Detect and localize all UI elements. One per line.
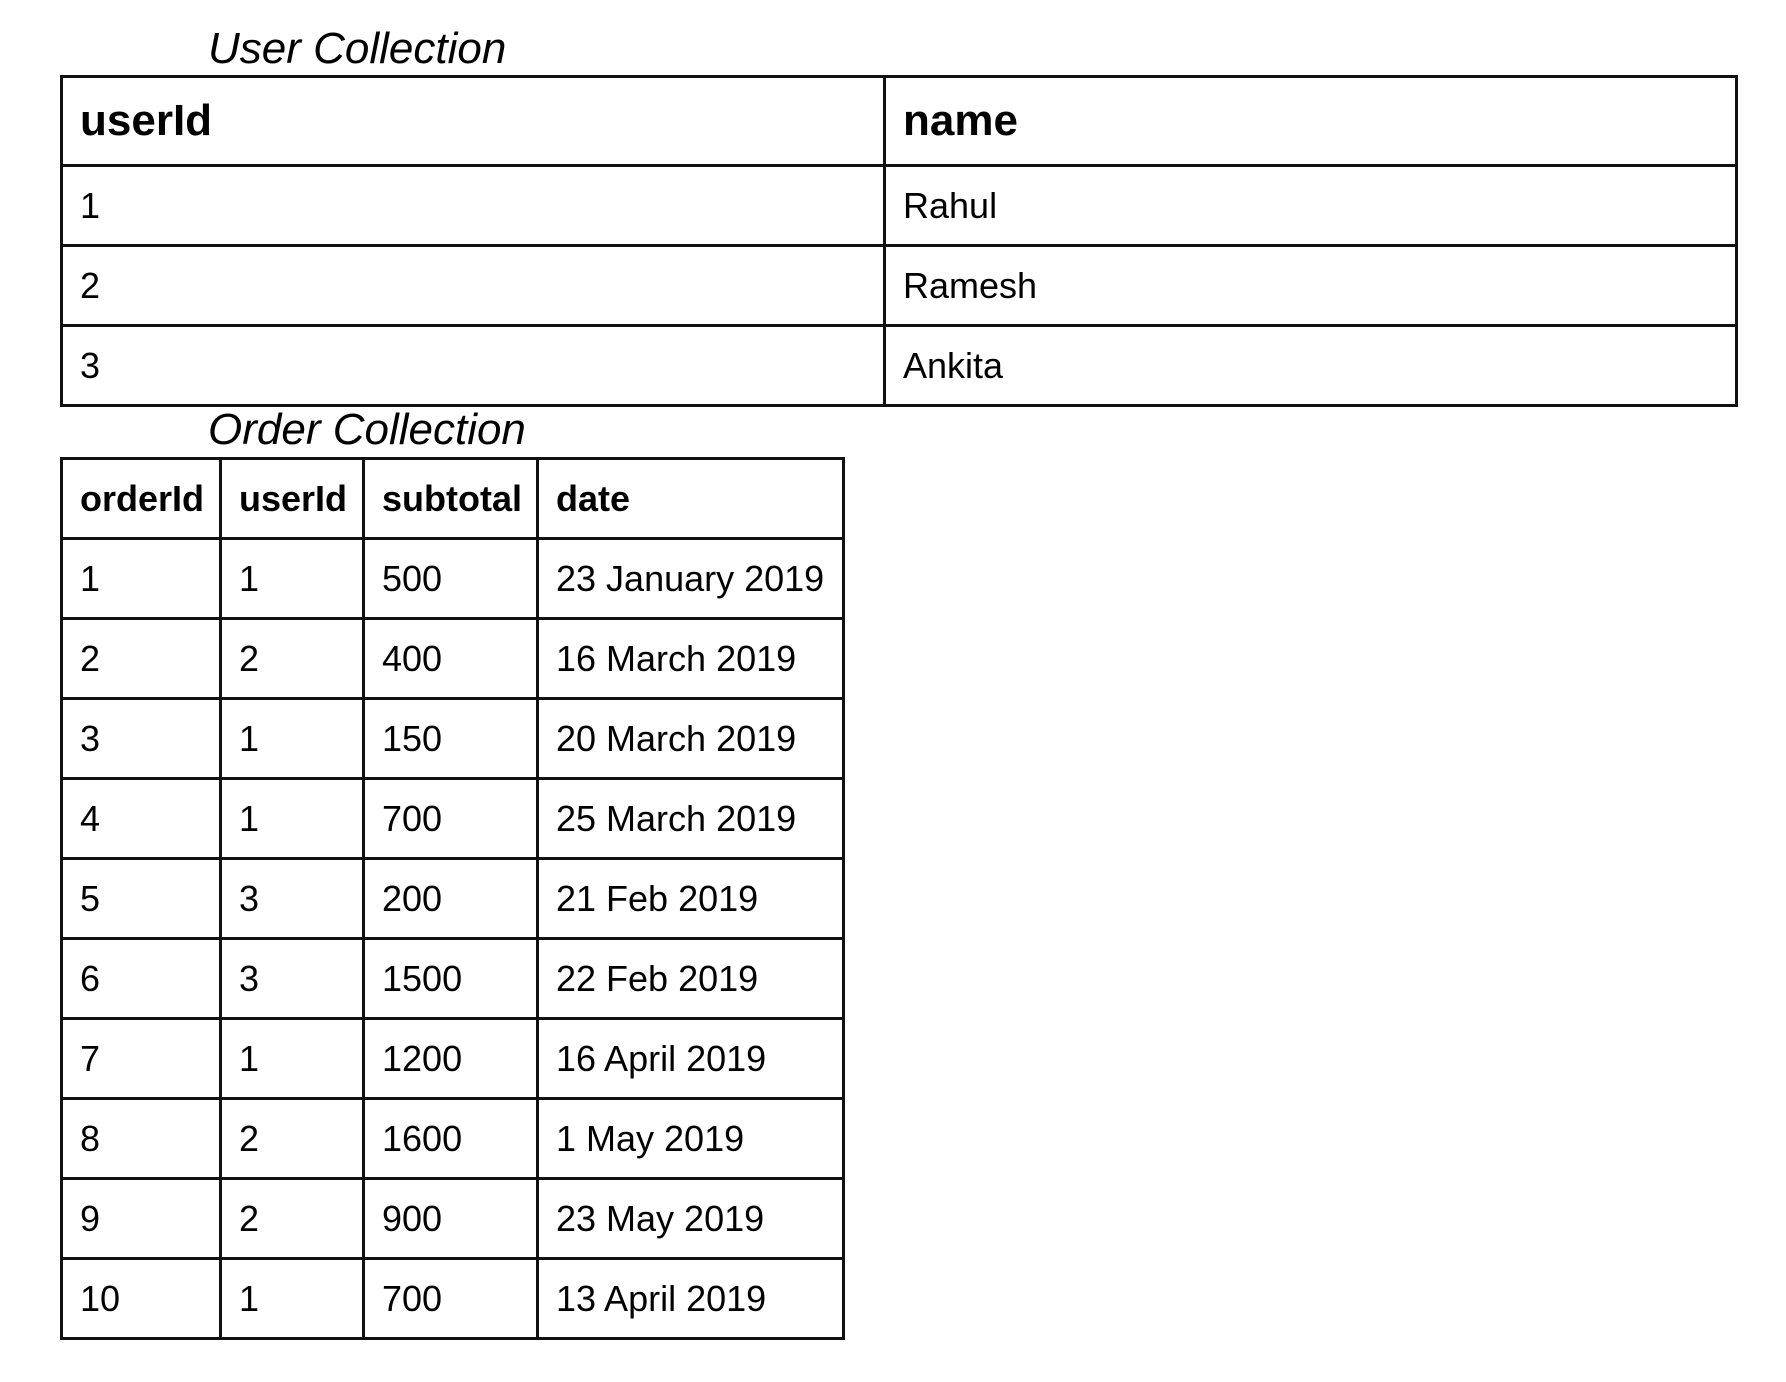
cell-subtotal: 500 — [364, 539, 538, 619]
cell-subtotal: 1200 — [364, 1019, 538, 1099]
cell-subtotal: 1600 — [364, 1099, 538, 1179]
cell-date: 21 Feb 2019 — [538, 859, 844, 939]
cell-userid: 1 — [62, 166, 885, 246]
table-row — [62, 1099, 844, 1179]
table-row — [62, 619, 844, 699]
cell-orderid: 1 — [62, 539, 221, 619]
cell-date: 23 January 2019 — [538, 539, 844, 619]
table-row — [62, 326, 1737, 406]
cell-date: 25 March 2019 — [538, 779, 844, 859]
cell-date: 1 May 2019 — [538, 1099, 844, 1179]
cell-orderid: 4 — [62, 779, 221, 859]
cell-userid: 3 — [62, 326, 885, 406]
user-collection-table — [60, 75, 1738, 407]
table-row — [62, 1259, 844, 1339]
cell-orderid: 9 — [62, 1179, 221, 1259]
cell-userid: 2 — [221, 1099, 364, 1179]
cell-subtotal: 1500 — [364, 939, 538, 1019]
cell-userid: 2 — [221, 619, 364, 699]
cell-orderid: 10 — [62, 1259, 221, 1339]
table-row — [62, 859, 844, 939]
cell-orderid: 7 — [62, 1019, 221, 1099]
cell-subtotal: 700 — [364, 1259, 538, 1339]
cell-userid: 1 — [221, 539, 364, 619]
cell-date: 20 March 2019 — [538, 699, 844, 779]
cell-orderid: 8 — [62, 1099, 221, 1179]
table-row — [62, 699, 844, 779]
cell-date: 16 March 2019 — [538, 619, 844, 699]
cell-userid: 1 — [221, 699, 364, 779]
cell-date: 22 Feb 2019 — [538, 939, 844, 1019]
table-row — [62, 166, 1737, 246]
table-header-row — [62, 459, 844, 539]
table-row — [62, 939, 844, 1019]
cell-orderid: 5 — [62, 859, 221, 939]
column-header-subtotal: subtotal — [364, 459, 538, 539]
order-collection-table — [60, 457, 845, 1340]
cell-subtotal: 400 — [364, 619, 538, 699]
cell-orderid: 6 — [62, 939, 221, 1019]
column-header-orderid: orderId — [62, 459, 221, 539]
column-header-name: name — [885, 77, 1737, 166]
user-collection-title: User Collection — [208, 24, 507, 73]
cell-name: Ankita — [885, 326, 1737, 406]
order-collection-title: Order Collection — [208, 405, 526, 454]
cell-subtotal: 150 — [364, 699, 538, 779]
column-header-userid: userId — [62, 77, 885, 166]
cell-subtotal: 200 — [364, 859, 538, 939]
cell-userid: 1 — [221, 1259, 364, 1339]
cell-orderid: 2 — [62, 619, 221, 699]
cell-subtotal: 900 — [364, 1179, 538, 1259]
cell-orderid: 3 — [62, 699, 221, 779]
cell-userid: 2 — [62, 246, 885, 326]
table-row — [62, 246, 1737, 326]
cell-date: 16 April 2019 — [538, 1019, 844, 1099]
cell-date: 23 May 2019 — [538, 1179, 844, 1259]
cell-userid: 3 — [221, 939, 364, 1019]
cell-userid: 1 — [221, 779, 364, 859]
table-header-row — [62, 77, 1737, 166]
table-row — [62, 1019, 844, 1099]
cell-userid: 2 — [221, 1179, 364, 1259]
cell-name: Rahul — [885, 166, 1737, 246]
cell-name: Ramesh — [885, 246, 1737, 326]
column-header-date: date — [538, 459, 844, 539]
cell-userid: 3 — [221, 859, 364, 939]
table-row — [62, 1179, 844, 1259]
table-row — [62, 539, 844, 619]
cell-date: 13 April 2019 — [538, 1259, 844, 1339]
cell-userid: 1 — [221, 1019, 364, 1099]
table-row — [62, 779, 844, 859]
column-header-userid: userId — [221, 459, 364, 539]
cell-subtotal: 700 — [364, 779, 538, 859]
